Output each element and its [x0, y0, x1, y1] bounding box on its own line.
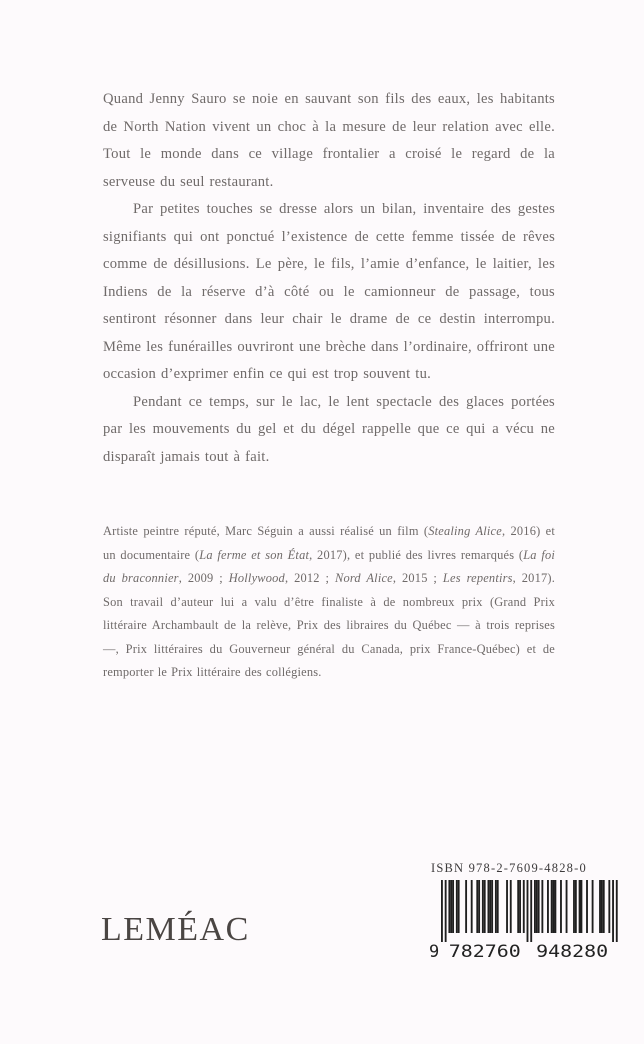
- bio-text: , 2012 ;: [284, 571, 335, 585]
- barcode-bar: [608, 880, 610, 933]
- isbn-label: ISBN 978-2-7609-4828-0: [431, 861, 587, 875]
- barcode-bar: [601, 880, 603, 933]
- barcode-bar: [592, 880, 594, 933]
- bio-book-title: Les repentirs: [442, 571, 513, 585]
- barcode-bar: [575, 880, 577, 933]
- barcode-bar: [517, 880, 519, 933]
- barcode-bar: [560, 880, 562, 933]
- barcode-bar: [482, 880, 484, 933]
- barcode-bar: [458, 880, 460, 933]
- barcode-bar: [488, 880, 490, 933]
- bio-text: , 2016) et un documentaire (: [103, 524, 556, 562]
- synopsis: [103, 86, 555, 471]
- ean13-barcode: [429, 880, 619, 962]
- barcode-bar: [538, 880, 540, 933]
- isbn-barcode-block: [429, 861, 619, 962]
- barcode-bar: [586, 880, 588, 933]
- barcode-bar: [554, 880, 556, 933]
- barcode-bar: [497, 880, 499, 933]
- bio-text: , 2015 ;: [392, 571, 443, 585]
- barcode-bar: [547, 880, 549, 933]
- barcode-bar: [603, 880, 605, 933]
- barcode-bar: [495, 880, 497, 933]
- barcode-bar: [527, 880, 529, 942]
- bio-book-title: La ferme et son État: [199, 547, 310, 562]
- synopsis-paragraph-1: Quand Jenny Sauro se noie en sauvant son fils des eaux, les habitants de North Nation vivent un choc à la mesure de leur relation avec elle. Tout le monde dans ce village frontalier a croisé le regard de la serveuse du seul restaurant.: [103, 91, 555, 190]
- barcode-bar: [536, 880, 538, 933]
- barcode-bar: [612, 880, 614, 942]
- barcode-bar: [441, 880, 443, 942]
- barcode-bar: [541, 880, 543, 933]
- barcode-bar: [450, 880, 452, 933]
- barcode-bar: [456, 880, 458, 933]
- bio-text: , 2017), et publié des livres remarqués (: [309, 547, 524, 562]
- barcode-bar: [491, 880, 493, 933]
- barcode-bar: [534, 880, 536, 933]
- synopsis-paragraph-3: Pendant ce temps, sur le lac, le lent spectacle des glaces portées par les mouvements du gel et du dégel rappelle que ce qui a vécu ne disparaît jamais tout à fait.: [103, 393, 555, 465]
- barcode-bar: [551, 880, 553, 933]
- barcode-bar: [478, 880, 480, 933]
- publisher-logo: LEMÉAC: [101, 911, 250, 948]
- bio-book-title: Stealing Alice: [428, 524, 502, 538]
- barcode-bar: [476, 880, 478, 933]
- synopsis-paragraph-2: Par petites touches se dresse alors un bilan, inventaire des gestes signifiants qui ont ponctué l’existence de cette femme tissée de rêves comme de désillusions. Le père, le fils, l’amie d’enfance, le laitier, les Indiens de la réserve d’à côté ou le camionneur de passage, tous sentiront résonner dans leur chair le drame de ce destin interrompu. Même les funérailles ouvriront une brèche dans l’ordinaire, offriront une occasion d’exprimer enfin ce qui est trop souvent tu.: [103, 201, 555, 382]
- barcode-bar: [566, 880, 568, 933]
- barcode-bar: [599, 880, 601, 933]
- barcode-bar: [489, 880, 491, 933]
- barcode-bar: [519, 880, 521, 933]
- barcode-bar: [448, 880, 450, 933]
- bio-text: Artiste peintre réputé, Marc Séguin a aussi réalisé un film (: [103, 524, 429, 538]
- barcode-digits: 9: [429, 942, 440, 962]
- barcode-bar: [553, 880, 555, 933]
- bio-book-title: Hollywood: [228, 571, 285, 585]
- barcode-bar: [506, 880, 508, 933]
- barcode-bar: [465, 880, 467, 933]
- barcode-bar: [452, 880, 454, 933]
- barcode-bar: [573, 880, 575, 933]
- bio-book-title: Nord Alice: [334, 571, 393, 585]
- bio-book-title: La foi du braconnier: [103, 547, 555, 585]
- barcode-bar: [445, 880, 447, 942]
- bio-text: , 2017). Son travail d’auteur lui a valu d’être finaliste à de nombreux prix (Grand Prix littéraire Archambault de la relève, Prix des libraires du Québec — à trois reprises —, Prix littéraires du Gouverneur général du Canada, prix France-Québec) et de remporter le Prix littéraire des collégiens.: [103, 571, 555, 679]
- barcode-digits: 948280: [536, 942, 609, 962]
- barcode-bar: [616, 880, 618, 942]
- bio-text: , 2009 ;: [178, 571, 229, 585]
- barcode-bar: [530, 880, 532, 942]
- author-bio: [103, 520, 555, 685]
- barcode-bar: [510, 880, 512, 933]
- barcode-digits: 782760: [448, 942, 521, 962]
- barcode-bar: [579, 880, 581, 933]
- barcode-bar: [471, 880, 473, 933]
- barcode-bar: [484, 880, 486, 933]
- barcode-bar: [581, 880, 583, 933]
- barcode-bar: [523, 880, 525, 933]
